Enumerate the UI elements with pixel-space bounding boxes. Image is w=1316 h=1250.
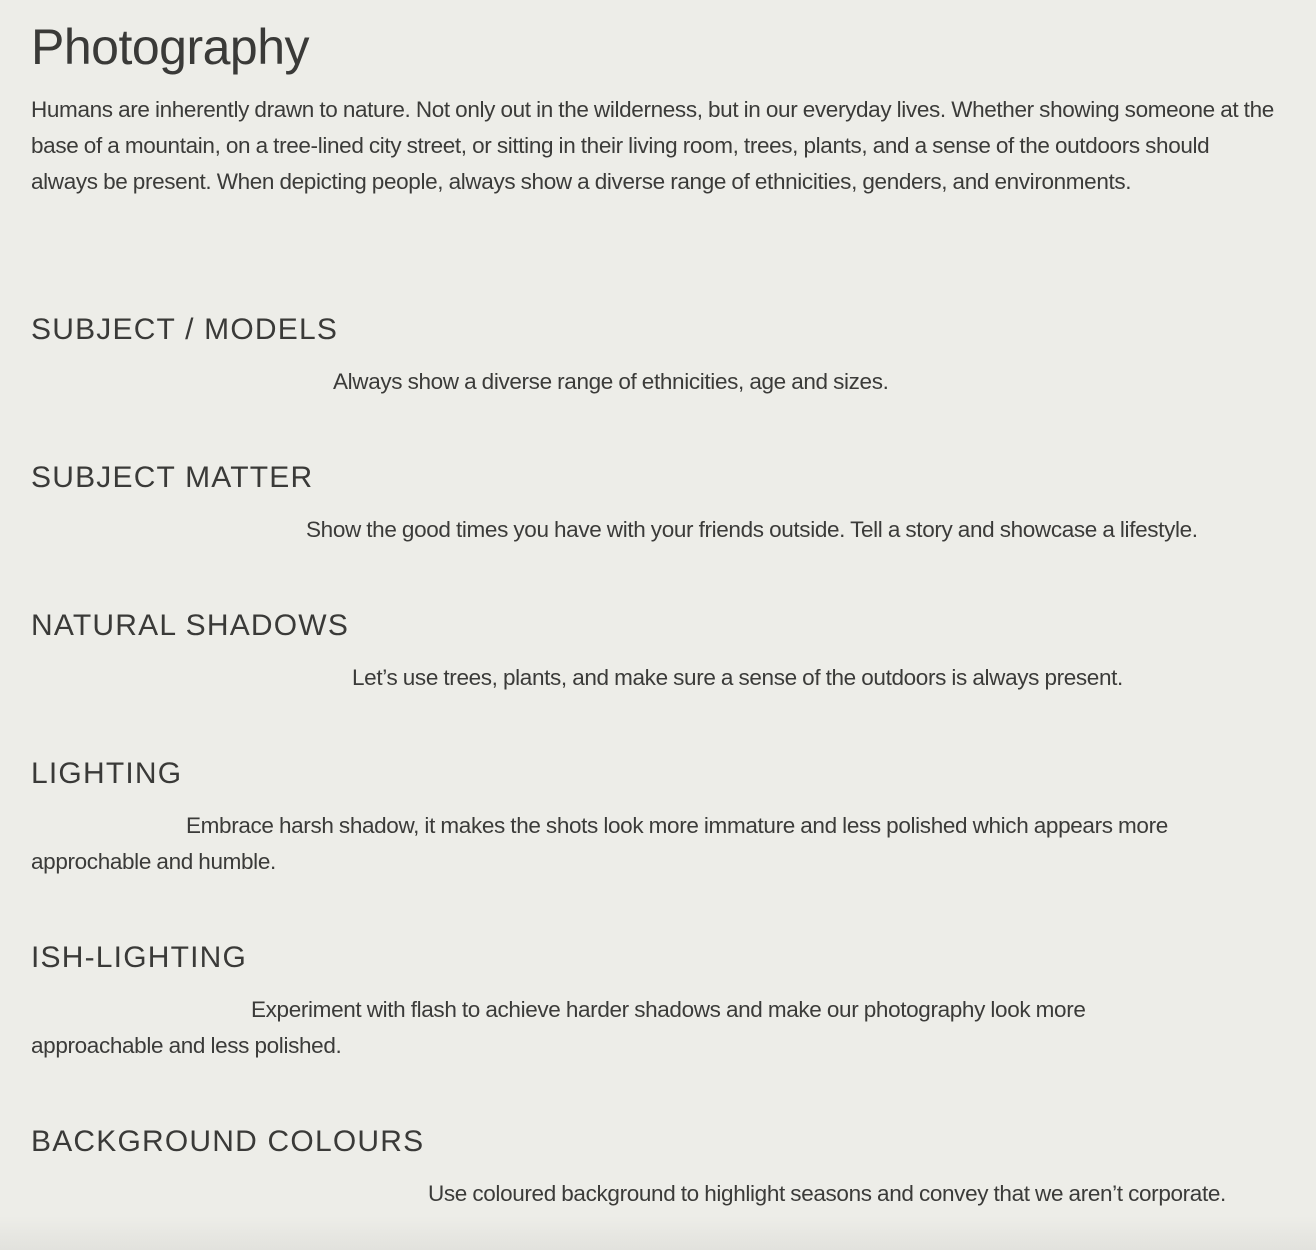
section-heading-subject-matter: SUBJECT MATTER [31, 461, 314, 494]
section-heading-natural-shadows: NATURAL SHADOWS [31, 609, 350, 642]
section-heading-ish-lighting: ISH-LIGHTING [31, 941, 248, 974]
section-body-lighting: Embrace harsh shadow, it makes the shots look more immature and less polished which appears more approchable and humble. [31, 813, 1168, 874]
section-body-natural-shadows: Let’s use trees, plants, and make sure a sense of the outdoors is always present. [352, 665, 1123, 690]
section-body-subject-models: Always show a diverse range of ethnicities, age and sizes. [333, 369, 889, 394]
section-heading-lighting: LIGHTING [31, 757, 183, 790]
section-body-ish-lighting: Experiment with flash to achieve harder shadows and make our photography look more approachable and less polished. [31, 997, 1086, 1058]
section-body-background-colours: Use coloured background to highlight seasons and convey that we aren’t corporate. [428, 1181, 1226, 1206]
intro-paragraph: Humans are inherently drawn to nature. Not only out in the wilderness, but in our everyday lives. Whether showing someone at the base of a mountain, on a tree-lined city street, or sitting in their living room, trees, plants, and a sense of the outdoors should always be present. When depicting people, always show a diverse range of ethnicities, genders, and environments. [31, 97, 1274, 194]
bottom-shadow [0, 1216, 1316, 1250]
section-heading-subject-models: SUBJECT / MODELS [31, 313, 339, 346]
section-heading-background-colours: BACKGROUND COLOURS [31, 1125, 425, 1158]
section-body-subject-matter: Show the good times you have with your friends outside. Tell a story and showcase a lifestyle. [306, 517, 1198, 542]
page-title: Photography [31, 19, 310, 75]
